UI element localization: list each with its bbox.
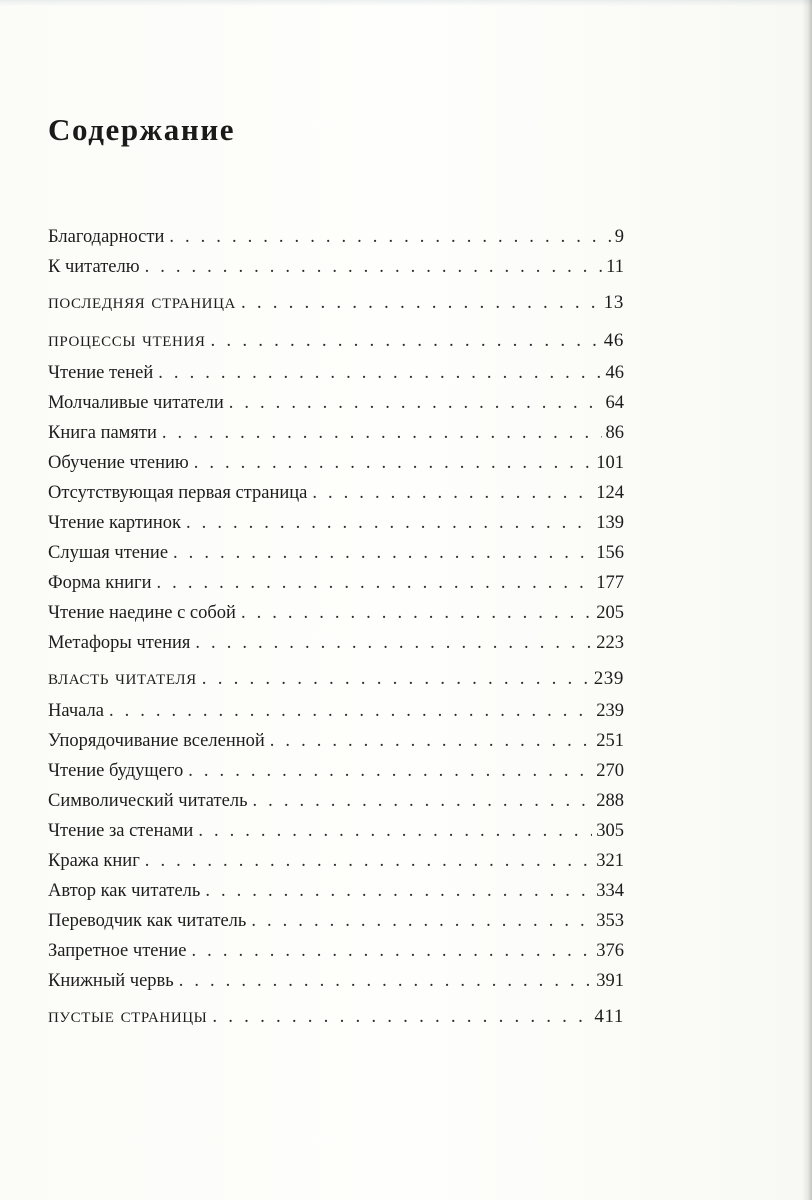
page-right-edge [802,0,812,1200]
toc-entry-title: Автор как читатель [48,881,201,901]
toc-page-number: 205 [596,603,624,623]
dot-leader [145,252,603,282]
dot-leader [312,478,592,508]
dot-leader [162,418,602,448]
toc-page-number: 46 [603,330,624,351]
dot-leader [241,598,592,628]
toc-page-number: 124 [596,483,624,503]
toc-entry-title: Чтение теней [48,363,154,383]
toc-entry-title: процессы чтения [48,326,206,351]
toc-page-number: 223 [596,633,624,653]
toc-chapter-entry [48,478,624,508]
toc-chapter-entry [48,252,624,282]
toc-chapter-entry [48,388,624,418]
toc-entry-title: власть читателя [48,664,197,689]
toc-chapter-entry [48,696,624,726]
page-title: Содержание [48,112,236,147]
toc-chapter-entry [48,628,624,658]
toc-entry-title: последняя страница [48,288,236,313]
toc-chapter-entry [48,726,624,756]
toc-entry-title: Начала [48,701,104,721]
dot-leader [205,876,592,906]
toc-part-entry [48,996,624,1034]
dot-leader [192,936,593,966]
dot-leader [145,846,592,876]
dot-leader [194,448,593,478]
toc-entry-title: Обучение чтению [48,453,189,473]
dot-leader [253,786,593,816]
toc-page-number: 101 [596,453,624,473]
toc-entry-title: Книга памяти [48,423,157,443]
toc-chapter-entry [48,598,624,628]
toc-chapter-entry [48,756,624,786]
toc-chapter-entry [48,816,624,846]
dot-leader [270,726,592,756]
dot-leader [188,756,592,786]
toc-page-number: 411 [594,1006,624,1027]
page-top-edge [0,0,812,6]
toc-page-number: 391 [596,971,624,991]
toc-chapter-entry [48,936,624,966]
toc-entry-title: Слушая чтение [48,543,169,563]
toc-entry-title: К читателю [48,257,140,277]
toc-entry-title: Книжный червь [48,971,174,991]
toc-chapter-entry [48,568,624,598]
toc-entry-title: Чтение за стенами [48,821,194,841]
toc-page-number: 305 [596,821,624,841]
toc-page-number: 321 [596,851,624,871]
dot-leader [229,388,602,418]
toc-entry-title: Переводчик как читатель [48,911,247,931]
toc-chapter-entry [48,906,624,936]
toc-page-number: 376 [596,941,624,961]
toc-part-entry [48,282,624,320]
dot-leader [109,696,592,726]
dot-leader [202,660,590,698]
dot-leader [212,998,590,1036]
toc-chapter-entry [48,876,624,906]
toc-entry-title: Запретное чтение [48,941,187,961]
toc-page-number: 13 [603,292,624,313]
toc-page-number: 11 [606,257,624,277]
toc-page-number: 86 [605,423,624,443]
toc-page-number: 251 [596,731,624,751]
dot-leader [198,816,592,846]
toc-entry-title: Отсутствующая первая страница [48,483,308,503]
table-of-contents [48,222,624,1034]
dot-leader [211,322,600,360]
toc-page-number: 177 [596,573,624,593]
toc-page-number: 239 [593,668,624,689]
toc-page-number: 46 [605,363,624,383]
dot-leader [173,538,592,568]
toc-entry-title: Кража книг [48,851,140,871]
toc-page-number: 353 [596,911,624,931]
toc-entry-title: пустые страницы [48,1002,208,1027]
toc-entry-title: Благодарности [48,227,165,247]
toc-chapter-entry [48,508,624,538]
dot-leader [241,284,600,322]
toc-entry-title: Символический читатель [48,791,248,811]
toc-chapter-entry [48,846,624,876]
toc-page-number: 64 [605,393,624,413]
dot-leader [169,222,610,252]
toc-entry-title: Форма книги [48,573,152,593]
dot-leader [157,568,593,598]
dot-leader [179,966,593,996]
toc-chapter-entry [48,448,624,478]
toc-part-entry [48,320,624,358]
toc-chapter-entry [48,358,624,388]
toc-entry-title: Упорядочивание вселенной [48,731,265,751]
dot-leader [158,358,601,388]
toc-part-entry [48,658,624,696]
toc-entry-title: Молчаливые читатели [48,393,224,413]
toc-entry-title: Чтение картинок [48,513,182,533]
toc-page-number: 288 [596,791,624,811]
dot-leader [186,508,592,538]
toc-chapter-entry [48,966,624,996]
toc-page-number: 334 [596,881,624,901]
toc-page-number: 139 [596,513,624,533]
toc-entry-title: Чтение будущего [48,761,184,781]
toc-chapter-entry [48,222,624,252]
toc-chapter-entry [48,786,624,816]
toc-page-number: 9 [614,227,624,247]
toc-page-number: 156 [596,543,624,563]
toc-entry-title: Метафоры чтения [48,633,191,653]
toc-entry-title: Чтение наедине с собой [48,603,236,623]
toc-chapter-entry [48,538,624,568]
toc-page-number: 239 [596,701,624,721]
toc-page-number: 270 [596,761,624,781]
dot-leader [195,628,592,658]
dot-leader [251,906,592,936]
toc-chapter-entry [48,418,624,448]
